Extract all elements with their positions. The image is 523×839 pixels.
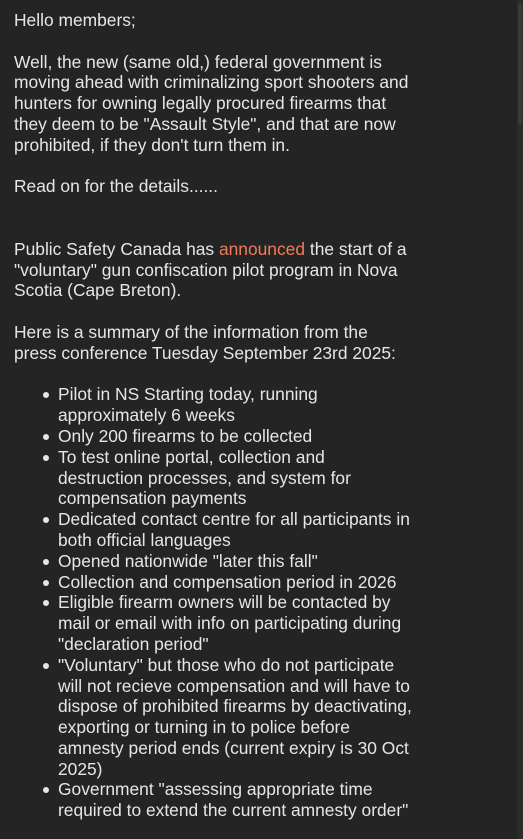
- paragraph-spacer: [14, 301, 414, 322]
- summary-list-item: "Voluntary" but those who do not participate will not recieve compensation and will have to dispose of prohibited firearms by deactivating, exporting or turning in to police before amnesty period ends (current expiry is 30 Oct 2025): [14, 655, 414, 780]
- post-body: [14, 10, 414, 821]
- read-on-paragraph: Read on for the details......: [14, 176, 218, 197]
- scrollbar[interactable]: [517, 0, 523, 839]
- section-spacer: [14, 197, 414, 239]
- intro-paragraph: Well, the new (same old,) federal government is moving ahead with criminalizing sport shooters and hunters for owning legally procured firearms that they deem to be "Assault Style", and that are now prohibited, if they don't turn them in.: [14, 51, 409, 155]
- summary-list-item: Opened nationwide "later this fall": [14, 551, 414, 572]
- summary-list-item: Government "assessing appropriate time required to extend the current amnesty order": [14, 779, 414, 821]
- summary-list-item: Collection and compensation period in 2026: [14, 572, 414, 593]
- scrollbar-thumb[interactable]: [518, 4, 522, 124]
- summary-list: [14, 384, 414, 821]
- announced-link[interactable]: announced: [218, 238, 306, 259]
- summary-list-item: To test online portal, collection and destruction processes, and system for compensation payments: [14, 447, 414, 509]
- summary-list-item: Pilot in NS Starting today, running approximately 6 weeks: [14, 384, 414, 426]
- paragraph-spacer: [14, 31, 414, 52]
- greeting-paragraph: Hello members;: [14, 10, 136, 30]
- announcement-paragraph: [14, 239, 414, 301]
- summary-list-item: Only 200 firearms to be collected: [14, 426, 414, 447]
- summary-intro-paragraph: Here is a summary of the information from the press conference Tuesday September 23rd 2025:: [14, 321, 396, 363]
- paragraph-spacer: [14, 364, 414, 385]
- summary-list-item: Eligible firearm owners will be contacted by mail or email with info on participating during "declaration period": [14, 592, 414, 654]
- paragraph-spacer: [14, 156, 414, 177]
- announcement-text-after: the start of a "voluntary" gun confiscation pilot program in Nova Scotia (Cape Breton).: [14, 238, 407, 301]
- summary-list-item: Dedicated contact centre for all participants in both official languages: [14, 509, 414, 551]
- announcement-text-before: Public Safety Canada has: [14, 238, 219, 259]
